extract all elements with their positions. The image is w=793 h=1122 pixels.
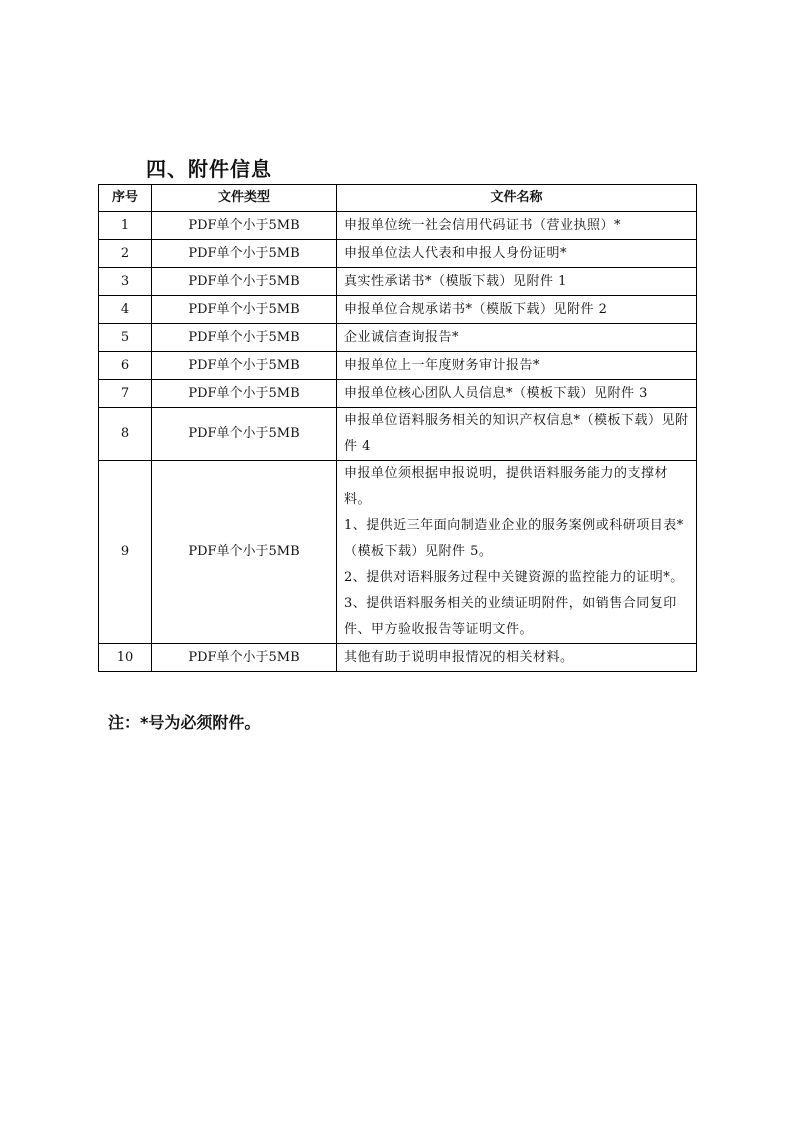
file-type: PDF单个小于5MB xyxy=(152,324,337,352)
row-number: 1 xyxy=(99,212,152,240)
file-type: PDF单个小于5MB xyxy=(152,461,337,644)
table-row xyxy=(99,644,697,672)
file-name-text: 1、提供近三年面向制造业企业的服务案例或科研项目表*（模板下载）见附件 5。 xyxy=(344,518,684,559)
section-title: 四、附件信息 xyxy=(146,157,272,181)
file-name xyxy=(337,296,697,324)
file-name xyxy=(337,352,697,380)
file-type: PDF单个小于5MB xyxy=(152,408,337,461)
file-name xyxy=(337,268,697,296)
file-type: PDF单个小于5MB xyxy=(152,268,337,296)
table-body xyxy=(99,212,697,672)
file-name-text: 其他有助于说明申报情况的相关材料。 xyxy=(344,649,574,665)
file-name xyxy=(337,240,697,268)
table-row xyxy=(99,408,697,461)
file-name-text: 3、提供语料服务相关的业绩证明附件，如销售合同复印件、甲方验收报告等证明文件。 xyxy=(344,596,677,637)
row-number: 2 xyxy=(99,240,152,268)
file-name-text: 真实性承诺书*（模版下载）见附件 1 xyxy=(344,273,567,289)
file-name xyxy=(337,408,697,461)
header-type: 文件类型 xyxy=(152,185,337,212)
file-type: PDF单个小于5MB xyxy=(152,212,337,240)
row-number: 5 xyxy=(99,324,152,352)
file-name-text: 企业诚信查询报告* xyxy=(344,329,460,345)
file-type: PDF单个小于5MB xyxy=(152,240,337,268)
table-row xyxy=(99,296,697,324)
file-name xyxy=(337,644,697,672)
table-row xyxy=(99,352,697,380)
file-name-text: 申报单位法人代表和申报人身份证明* xyxy=(344,245,568,261)
table-row xyxy=(99,268,697,296)
attachments-table xyxy=(98,184,697,672)
file-name xyxy=(337,380,697,408)
row-number: 3 xyxy=(99,268,152,296)
file-name-text: 申报单位合规承诺书*（模版下载）见附件 2 xyxy=(344,301,608,317)
table-row xyxy=(99,461,697,644)
header-name: 文件名称 xyxy=(337,185,697,212)
file-type: PDF单个小于5MB xyxy=(152,380,337,408)
file-name-text: 申报单位核心团队人员信息*（模板下载）见附件 3 xyxy=(344,385,648,401)
table-row xyxy=(99,212,697,240)
table-header-row xyxy=(99,185,697,212)
row-number: 8 xyxy=(99,408,152,461)
row-number: 7 xyxy=(99,380,152,408)
row-number: 6 xyxy=(99,352,152,380)
row-number: 9 xyxy=(99,461,152,644)
file-name-text: 申报单位上一年度财务审计报告* xyxy=(344,357,541,373)
file-name-text: 申报单位统一社会信用代码证书（营业执照）* xyxy=(344,217,622,233)
file-name xyxy=(337,212,697,240)
file-type: PDF单个小于5MB xyxy=(152,644,337,672)
file-type: PDF单个小于5MB xyxy=(152,296,337,324)
table-row xyxy=(99,380,697,408)
table-row xyxy=(99,240,697,268)
file-name-text: 申报单位须根据申报说明，提供语料服务能力的支撑材料。 xyxy=(344,466,669,507)
row-number: 4 xyxy=(99,296,152,324)
file-name-text: 申报单位语料服务相关的知识产权信息*（模板下载）见附件 4 xyxy=(344,413,689,454)
row-number: 10 xyxy=(99,644,152,672)
file-name xyxy=(337,461,697,644)
file-name xyxy=(337,324,697,352)
footnote: 注：*号为必须附件。 xyxy=(108,713,261,732)
header-num: 序号 xyxy=(99,185,152,212)
table-row xyxy=(99,324,697,352)
file-type: PDF单个小于5MB xyxy=(152,352,337,380)
file-name-text: 2、提供对语料服务过程中关键资源的监控能力的证明*。 xyxy=(344,570,684,585)
